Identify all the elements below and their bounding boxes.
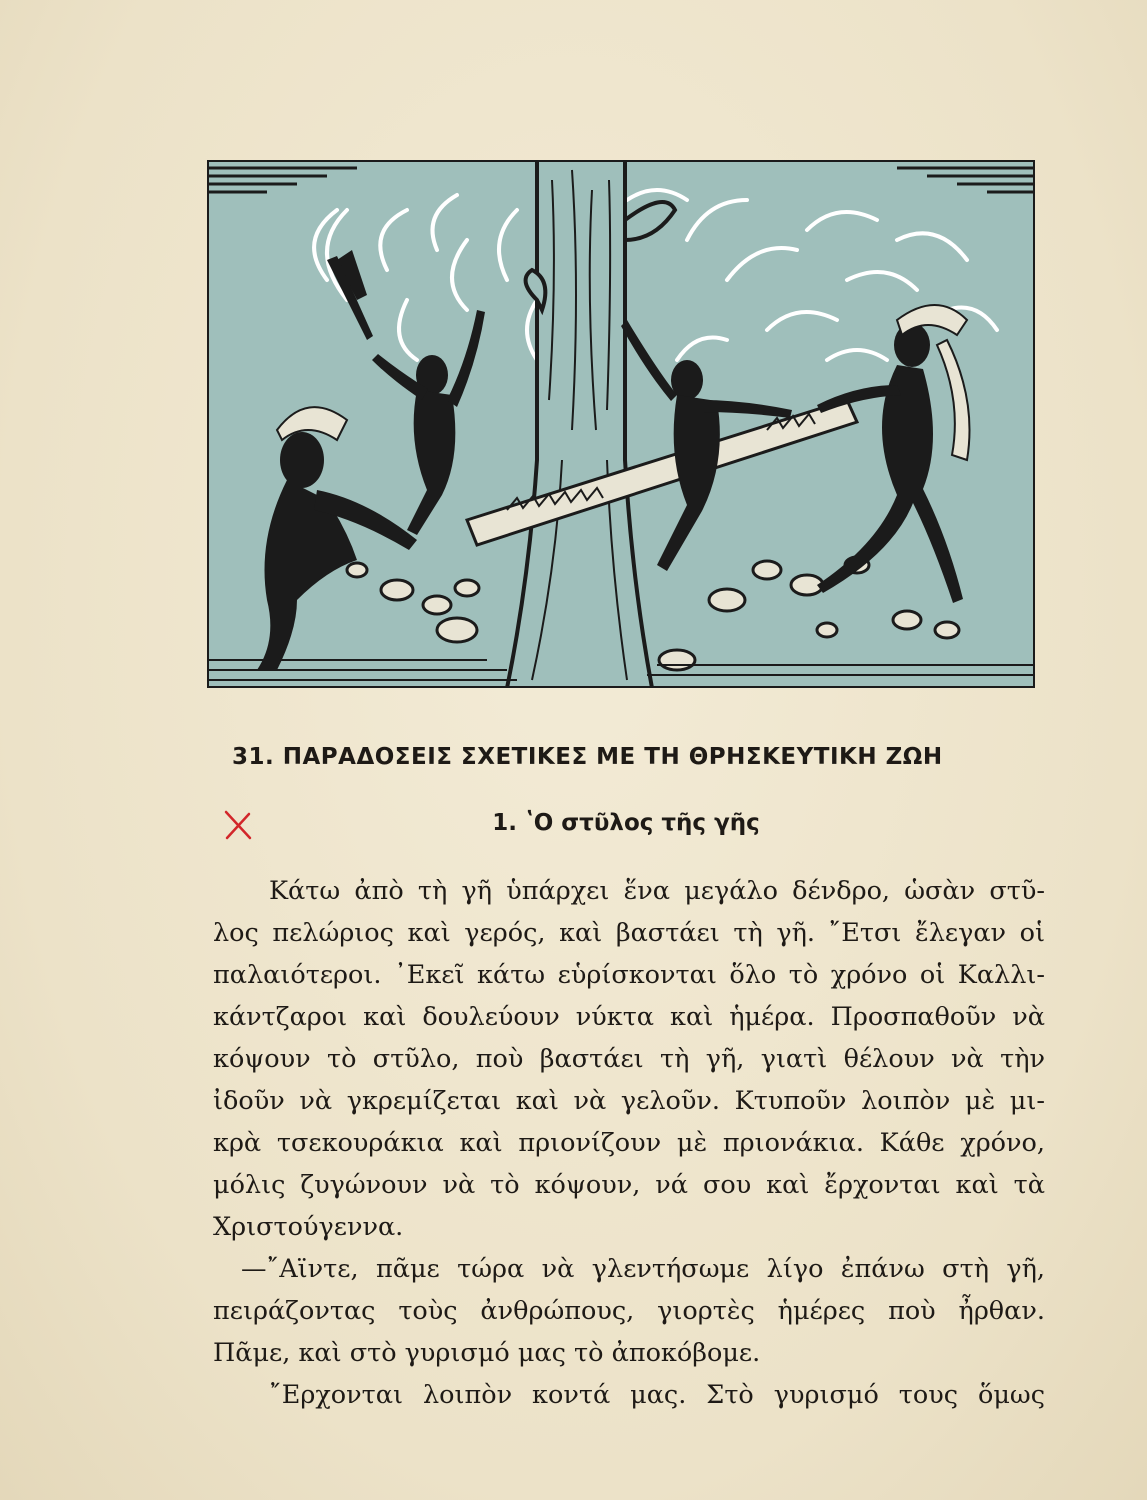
text-line: λος πελώριος καὶ γερός, καὶ βαστάει τὴ γῆ. ῎Ετσι ἔλεγαν οἱ — [213, 918, 1045, 948]
text-line: Πᾶμε, καὶ στὸ γυρισμό μας τὸ ἀποκόβομε. — [213, 1338, 761, 1368]
body-text — [213, 870, 1045, 1416]
text-line: κόψουν τὸ στῦλο, ποὺ βαστάει τὴ γῆ, γιατὶ θέλουν νὰ τὴν — [213, 1044, 1045, 1074]
text-line: ῎Ερχονται λοιπὸν κοντά μας. Στὸ γυρισμό τους ὅμως — [269, 1380, 1045, 1410]
text-line: —῎Αϊντε, πᾶμε τώρα νὰ γλεντήσωμε λίγο ἐπάνω στὴ γῆ, — [241, 1254, 1045, 1284]
text-line: ἰδοῦν νὰ γκρεμίζεται καὶ νὰ γελοῦν. Κτυποῦν λοιπὸν μὲ μι- — [213, 1086, 1045, 1116]
text-line: παλαιότεροι. ᾿Εκεῖ κάτω εὑρίσκονται ὅλο τὸ χρόνο οἱ Καλλι- — [213, 960, 1045, 990]
text-line: κρὰ τσεκουράκια καὶ πριονίζουν μὲ πριονάκια. Κάθε χρόνο, — [213, 1128, 1045, 1158]
chapter-title: 31. ΠΑΡΑΔΟΣΕΙΣ ΣΧΕΤΙΚΕΣ ΜΕ ΤΗ ΘΡΗΣΚΕΥΤΙΚΗ ΖΩΗ — [232, 744, 943, 770]
text-line: Χριστούγεννα. — [213, 1212, 404, 1242]
text-line: κάντζαροι καὶ δουλεύουν νύκτα καὶ ἡμέρα. Προσπαθοῦν νὰ — [213, 1002, 1045, 1032]
text-line: πειράζοντας τοὺς ἀνθρώπους, γιορτὲς ἡμέρες ποὺ ἦρθαν. — [213, 1296, 1045, 1326]
text-line: μόλις ζυγώνουν νὰ τὸ κόψουν, νά σου καὶ ἔρχονται καὶ τὰ — [213, 1170, 1045, 1200]
section-title: 1. ʽΟ στῦλος τῆς γῆς — [492, 810, 760, 836]
text-line: Κάτω ἀπὸ τὴ γῆ ὑπάρχει ἕνα μεγάλο δένδρο, ὡσὰν στῦ- — [269, 876, 1045, 906]
kallikantzaroi-sawing-tree-illustration — [207, 160, 1035, 688]
